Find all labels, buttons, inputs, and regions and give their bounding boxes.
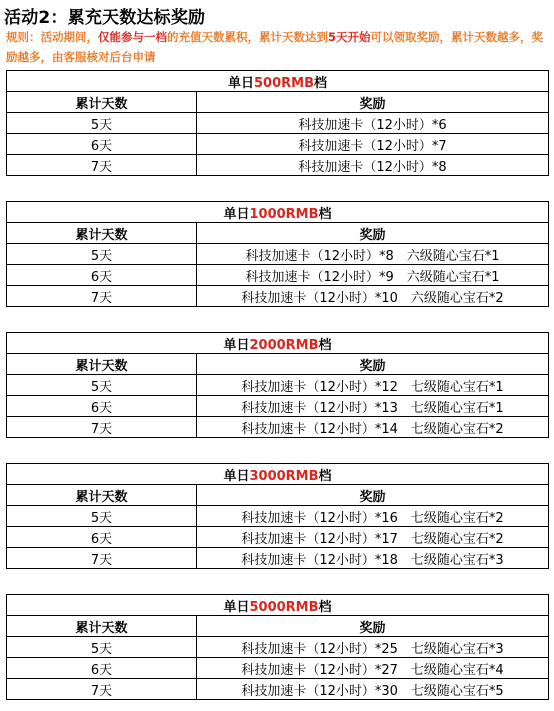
days-cell: 5天 — [7, 637, 197, 658]
tier-amount: 500RMB — [254, 75, 314, 91]
tier-header: 单日2000RMB档 — [7, 333, 549, 354]
days-cell: 6天 — [7, 658, 197, 679]
tier-amount: 2000RMB — [249, 337, 319, 353]
table-row — [7, 265, 549, 286]
column-header-reward: 奖励 — [197, 92, 549, 113]
table-row — [7, 679, 549, 700]
column-header-reward: 奖励 — [197, 616, 549, 637]
reward-cell: 科技加速卡（12小时）*10 六级随心宝石*2 — [197, 286, 549, 307]
days-cell: 5天 — [7, 113, 197, 134]
column-header-days: 累计天数 — [7, 354, 197, 375]
table-row — [7, 527, 549, 548]
reward-cell: 科技加速卡（12小时）*27 七级随心宝石*4 — [197, 658, 549, 679]
tier-amount: 1000RMB — [249, 206, 319, 222]
days-cell: 6天 — [7, 134, 197, 155]
tier-amount: 5000RMB — [249, 599, 319, 615]
tier-header: 单日5000RMB档 — [7, 595, 549, 616]
column-header-reward: 奖励 — [197, 485, 549, 506]
rule-part-3: 的充值天数累积，累计天数达到 — [167, 30, 328, 44]
table-row — [7, 506, 549, 527]
tier-table-500 — [6, 70, 549, 176]
column-header-days: 累计天数 — [7, 616, 197, 637]
reward-cell: 科技加速卡（12小时）*30 七级随心宝石*5 — [197, 679, 549, 700]
rule-part-5: 可以领取奖励，累计天数越多，奖励越多，由客服核对后台申请 — [6, 30, 544, 64]
days-cell: 7天 — [7, 155, 197, 176]
reward-cell: 科技加速卡（12小时）*9 六级随心宝石*1 — [197, 265, 549, 286]
reward-cell: 科技加速卡（12小时）*12 七级随心宝石*1 — [197, 375, 549, 396]
reward-cell: 科技加速卡（12小时）*16 七级随心宝石*2 — [197, 506, 549, 527]
reward-cell: 科技加速卡（12小时）*13 七级随心宝石*1 — [197, 396, 549, 417]
column-header-reward: 奖励 — [197, 223, 549, 244]
page-title: 活动2：累充天数达标奖励 — [4, 8, 206, 28]
days-cell: 6天 — [7, 265, 197, 286]
rule-part-2-highlight: 仅能参与一档 — [98, 30, 167, 44]
reward-cell: 科技加速卡（12小时）*25 七级随心宝石*3 — [197, 637, 549, 658]
table-row — [7, 375, 549, 396]
rule-part-4-highlight: 5天开始 — [328, 30, 371, 44]
days-cell: 6天 — [7, 527, 197, 548]
table-row — [7, 548, 549, 569]
tier-table-2000 — [6, 332, 549, 438]
days-cell: 7天 — [7, 548, 197, 569]
days-cell: 5天 — [7, 375, 197, 396]
column-header-reward: 奖励 — [197, 354, 549, 375]
table-row — [7, 396, 549, 417]
days-cell: 5天 — [7, 506, 197, 527]
table-row — [7, 244, 549, 265]
reward-cell: 科技加速卡（12小时）*7 — [197, 134, 549, 155]
table-row — [7, 113, 549, 134]
days-cell: 7天 — [7, 679, 197, 700]
column-header-days: 累计天数 — [7, 92, 197, 113]
tier-table-5000 — [6, 594, 549, 700]
tier-header: 单日1000RMB档 — [7, 202, 549, 223]
reward-cell: 科技加速卡（12小时）*8 六级随心宝石*1 — [197, 244, 549, 265]
table-row — [7, 417, 549, 438]
tier-header: 单日500RMB档 — [7, 71, 549, 92]
tier-table-1000 — [6, 201, 549, 307]
column-header-days: 累计天数 — [7, 223, 197, 244]
days-cell: 7天 — [7, 417, 197, 438]
reward-cell: 科技加速卡（12小时）*14 七级随心宝石*2 — [197, 417, 549, 438]
reward-cell: 科技加速卡（12小时）*18 七级随心宝石*3 — [197, 548, 549, 569]
rule-part-1: 规则：活动期间， — [6, 30, 98, 44]
reward-cell: 科技加速卡（12小时）*17 七级随心宝石*2 — [197, 527, 549, 548]
tier-table-3000 — [6, 463, 549, 569]
rules-text — [6, 27, 546, 67]
reward-cell: 科技加速卡（12小时）*8 — [197, 155, 549, 176]
reward-cell: 科技加速卡（12小时）*6 — [197, 113, 549, 134]
days-cell: 5天 — [7, 244, 197, 265]
table-row — [7, 134, 549, 155]
tier-amount: 3000RMB — [249, 468, 319, 484]
table-row — [7, 155, 549, 176]
column-header-days: 累计天数 — [7, 485, 197, 506]
table-row — [7, 637, 549, 658]
tier-header: 单日3000RMB档 — [7, 464, 549, 485]
days-cell: 7天 — [7, 286, 197, 307]
days-cell: 6天 — [7, 396, 197, 417]
table-row — [7, 658, 549, 679]
table-row — [7, 286, 549, 307]
